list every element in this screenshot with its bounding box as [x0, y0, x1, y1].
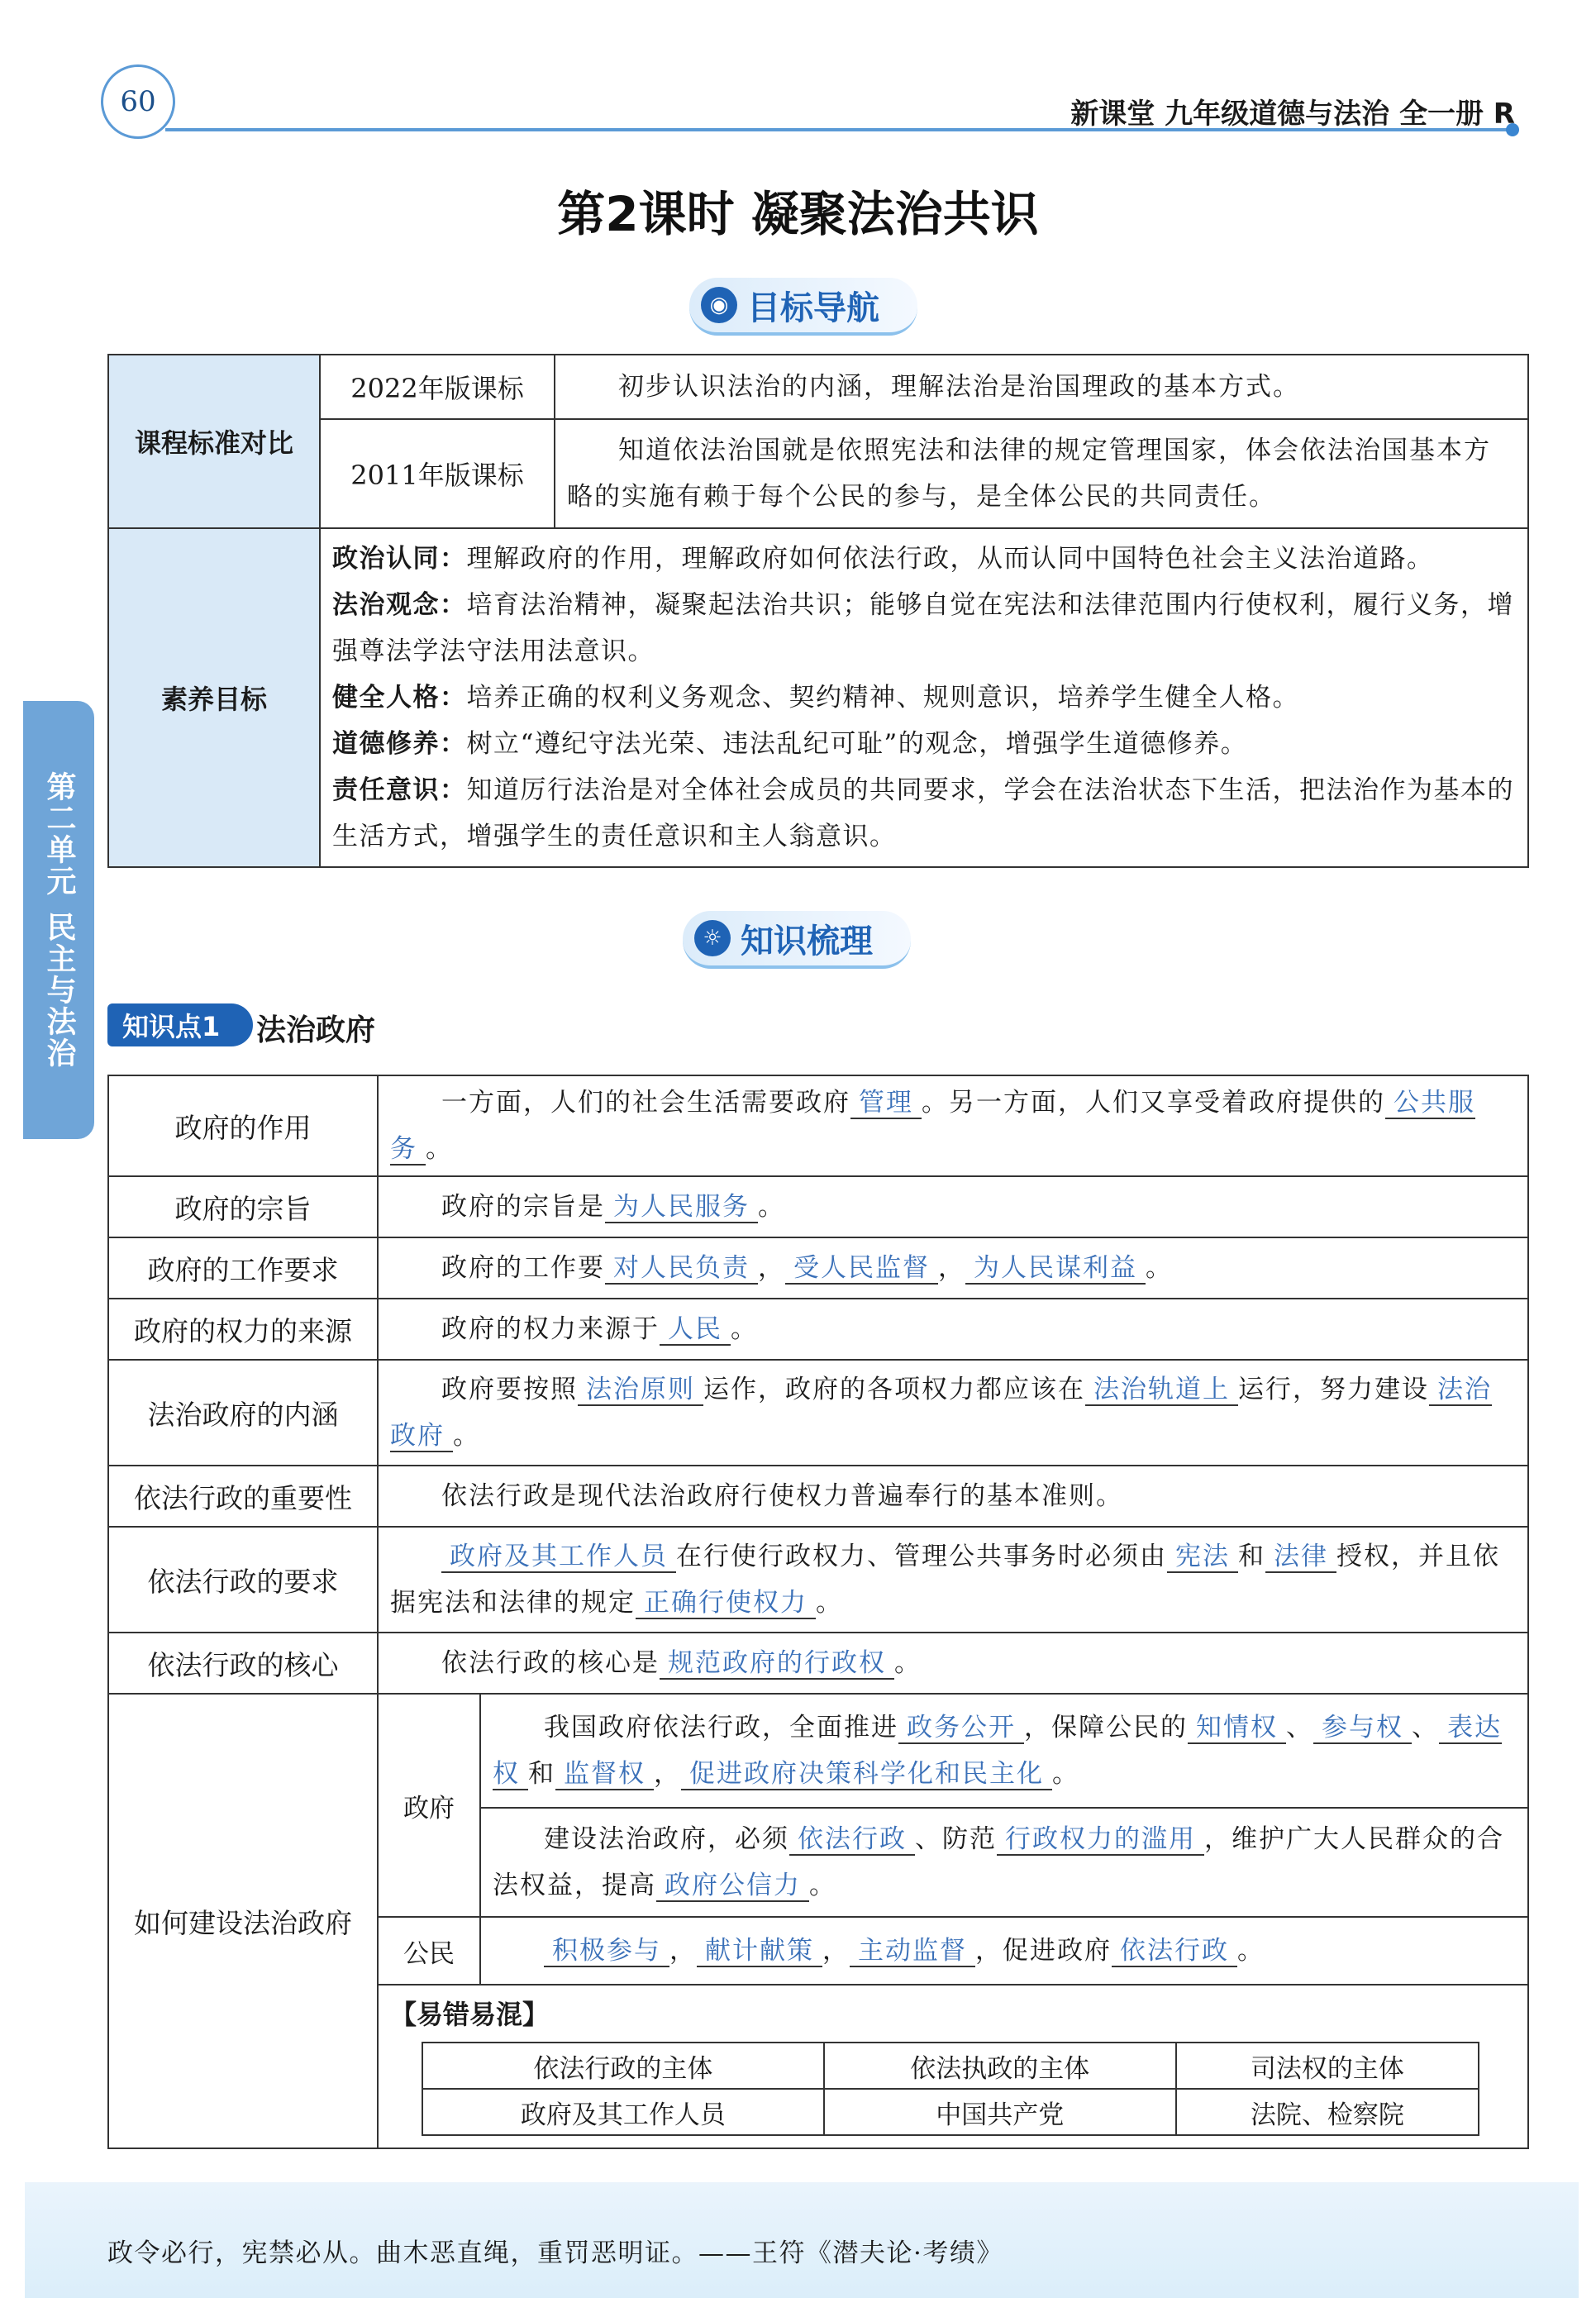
row-content: 一方面，人们的社会生活需要政府 管理 。另一方面，人们又享受着政府提供的 公共服务 。: [378, 1075, 1528, 1176]
knowledge-point-tag: 知识点1: [107, 1003, 253, 1046]
row-label: 政府的权力的来源: [108, 1299, 378, 1360]
goal-item: 政治认同：理解政府的作用，理解政府如何依法行政，从而认同中国特色社会主义法治道路。: [332, 544, 1434, 574]
book-title: 新课堂 九年级道德与法治 全一册 R: [1070, 98, 1515, 131]
knowledge-point-title: 法治政府: [256, 1013, 376, 1047]
row-label: 政府的宗旨: [108, 1176, 378, 1237]
goal-item: 法治观念：培育法治精神，凝聚起法治共识；能够自觉在宪法和法律范围内行使权利，履行义务，增强尊法学法守法用法意识。: [332, 590, 1514, 666]
lightbulb-icon: ☼: [694, 920, 731, 956]
section-banner-knowledge: [683, 911, 911, 969]
section-title: 知识梳理: [741, 922, 873, 961]
row-content: 政府的宗旨是 为人民服务 。: [378, 1176, 1528, 1237]
standards-label: 课程标准对比: [108, 355, 320, 528]
goal-item: 健全人格：培养正确的权利义务观念、契约精神、规则意识，培养学生健全人格。: [332, 683, 1299, 713]
goals-list: [320, 528, 1528, 867]
confuse-title: 【易错易混】: [390, 1999, 550, 2030]
section-banner-goals: [689, 278, 917, 336]
confuse-value: 政府及其工作人员: [422, 2089, 824, 2135]
goal-item: 道德修养：树立“遵纪守法光荣、违法乱纪可耻”的观念，增强学生道德修养。: [332, 729, 1248, 759]
confuse-value: 法院、检察院: [1176, 2089, 1479, 2135]
lesson-title: 第2课时 凝聚法治共识: [557, 186, 1039, 242]
footer-quote: 政令必行，宪禁必从。曲木恶直绳，重罚恶明证。——王符《潜夫论·考绩》: [107, 2238, 1003, 2268]
row-content: 政府的工作要 对人民负责 ， 受人民监督 ， 为人民谋利益 。: [378, 1237, 1528, 1299]
goals-label: 素养目标: [108, 528, 320, 867]
row-content: 依法行政是现代法治政府行使权力普遍奉行的基本准则。: [378, 1466, 1528, 1527]
row-label: 如何建设法治政府: [108, 1694, 378, 2148]
confuse-header: 依法行政的主体: [422, 2043, 824, 2089]
row-label: 政府的工作要求: [108, 1237, 378, 1299]
knowledge-table: [107, 1075, 1529, 2149]
unit-name: 民主与法治: [42, 912, 76, 1069]
confuse-header: 依法执政的主体: [824, 2043, 1176, 2089]
confuse-table: [422, 2042, 1479, 2136]
row-content: 政府及其工作人员 在行使行政权力、管理公共事务时必须由 宪法 和 法律 授权，并且依据宪法和法律的规定 正确行使权力 。: [378, 1527, 1528, 1633]
location-pin-icon: ◉: [701, 287, 737, 323]
row-label: 依法行政的重要性: [108, 1466, 378, 1527]
unit-side-tab: [23, 701, 94, 1139]
row-content: 积极参与 ， 献计献策 ， 主动监督 ，促进政府 依法行政 。: [480, 1917, 1528, 1985]
version-2022: 2022年版课标: [320, 355, 555, 419]
confuse-cell: [378, 1985, 1528, 2148]
row-content: 政府的权力来源于 人民 。: [378, 1299, 1528, 1360]
row-content: 建设法治政府，必须 依法行政 、防范 行政权力的滥用 ，维护广大人民群众的合法权益，提高 政府公信力 。: [480, 1808, 1528, 1917]
sub-label-citizen: 公民: [378, 1917, 480, 1985]
row-content: 我国政府依法行政，全面推进 政务公开 ，保障公民的 知情权 、 参与权 、 表达权 和 监督权 ， 促进政府决策科学化和民主化 。: [480, 1694, 1528, 1808]
version-2011: 2011年版课标: [320, 419, 555, 528]
row-label: 依法行政的核心: [108, 1633, 378, 1694]
page-number: 60: [101, 64, 175, 139]
section-title: 目标导航: [747, 288, 879, 327]
row-content: 政府要按照 法治原则 运作，政府的各项权力都应该在 法治轨道上 运行，努力建设 法治政府 。: [378, 1360, 1528, 1466]
unit-number: 第二单元: [42, 771, 76, 897]
confuse-header: 司法权的主体: [1176, 2043, 1479, 2089]
row-label: 法治政府的内涵: [108, 1360, 378, 1466]
goal-item: 责任意识：知道厉行法治是对全体社会成员的共同要求，学会在法治状态下生活，把法治作为基本的生活方式，增强学生的责任意识和主人翁意识。: [332, 775, 1514, 851]
row-label: 依法行政的要求: [108, 1527, 378, 1633]
standards-table: [107, 354, 1529, 868]
sub-label-government: 政府: [378, 1694, 480, 1917]
confuse-value: 中国共产党: [824, 2089, 1176, 2135]
standard-2022-text: 初步认识法治的内涵，理解法治是治国理政的基本方式。: [555, 355, 1528, 419]
row-label: 政府的作用: [108, 1075, 378, 1176]
standard-2011-text: 知道依法治国就是依照宪法和法律的规定管理国家，体会依法治国基本方略的实施有赖于每个公民的参与，是全体公民的共同责任。: [555, 419, 1528, 528]
row-content: 依法行政的核心是 规范政府的行政权 。: [378, 1633, 1528, 1694]
